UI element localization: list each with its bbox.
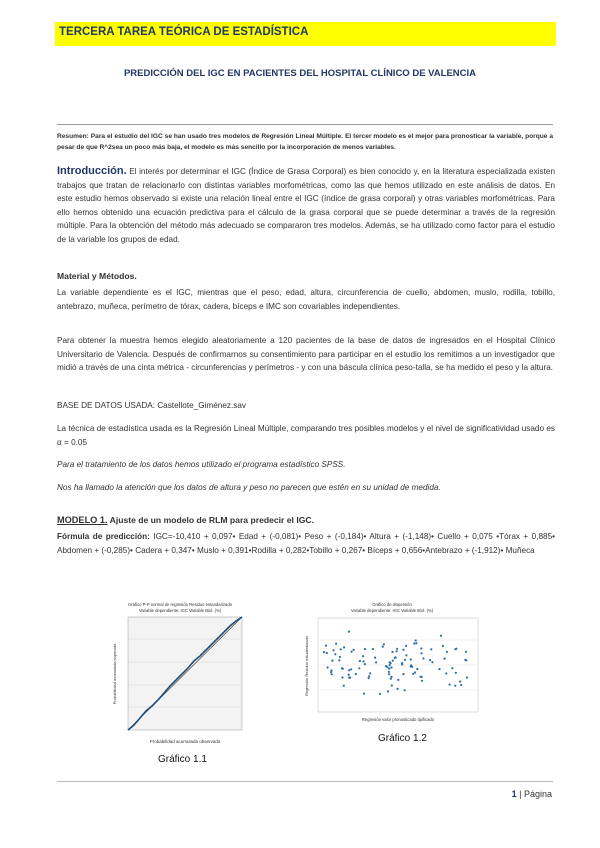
scatter-point: [405, 654, 407, 656]
formula-label: Fórmula de predicción:: [57, 532, 150, 541]
scatter-point: [465, 651, 467, 653]
chart1-title-2: Variable dependiente: IGC Variable Biol. (%): [138, 608, 222, 613]
scatter-point: [440, 635, 442, 637]
scatter-point: [466, 677, 468, 679]
scatter-point: [379, 693, 381, 695]
scatter-point: [404, 659, 406, 661]
scatter-point: [414, 671, 416, 673]
scatter-point: [455, 672, 457, 674]
methods-paragraph-6: Nos ha llamado la atención que los datos de altura y peso no parecen que estén en su unidad de medida.: [57, 483, 441, 492]
scatter-plot-chart: [302, 600, 482, 725]
scatter-point: [388, 671, 390, 673]
scatter-point: [390, 676, 392, 678]
scatter-point: [372, 648, 374, 650]
pp-plot-chart: [110, 600, 250, 750]
scatter-point: [364, 663, 366, 665]
scatter-point: [390, 666, 392, 668]
scatter-point: [422, 657, 424, 659]
methods-heading: Material y Métodos.: [57, 271, 137, 281]
scatter-point: [413, 642, 415, 644]
scatter-point: [355, 673, 357, 675]
database-line: BASE DE DATOS USADA: Castellote_Giménez.sav: [57, 401, 246, 410]
scatter-point: [430, 648, 432, 650]
methods-paragraph-4: La técnica de estadística usada es la Regresión Lineal Múltiple, comparando tres posibles modelos y el nivel de significatividad usado es α = 0.05: [57, 424, 555, 447]
scatter-point: [395, 656, 397, 658]
chart1-caption: Gráfico 1.1: [158, 754, 207, 765]
scatter-point: [391, 684, 393, 686]
scatter-point: [397, 679, 399, 681]
abstract: Resumen: Para el estudio del IGC se han usado tres modelos de Regresión Lineal Múltiple. El tercer modelo es el mejor para pronosticar la variable, porque a pesar de que R^2sea un poco más baja, el modelo es más sencillo por la incorporación de menos variables.: [57, 133, 553, 151]
scatter-point: [402, 673, 404, 675]
scatter-point: [331, 673, 333, 675]
scatter-point: [396, 650, 398, 652]
scatter-point: [348, 677, 350, 679]
document-title: PREDICCIÓN DEL IGC EN PACIENTES DEL HOSPITAL CLÍNICO DE VALENCIA: [123, 68, 477, 79]
page-number: 1: [511, 789, 517, 799]
scatter-point: [465, 659, 467, 661]
title-banner: [55, 22, 556, 46]
scatter-point: [438, 668, 440, 670]
scatter-point: [420, 652, 422, 654]
scatter-point: [442, 645, 444, 647]
scatter-point: [421, 680, 423, 682]
chart2-caption: Gráfico 1.2: [378, 733, 427, 744]
scatter-point: [388, 673, 390, 675]
chart2-xlabel: Regresión valor pronosticado tipificado: [361, 717, 435, 722]
scatter-point: [389, 661, 391, 663]
chart2-title-2: Variable dependiente: IGC Variable Biol. (%): [350, 608, 434, 613]
model1-formula: [57, 530, 555, 557]
scatter-point: [389, 664, 391, 666]
scatter-point: [375, 661, 377, 663]
divider: [57, 124, 553, 125]
scatter-point: [332, 649, 334, 651]
scatter-point: [459, 681, 461, 683]
scatter-point: [396, 648, 398, 650]
scatter-point: [348, 674, 350, 676]
scatter-point: [415, 642, 417, 644]
scatter-point: [411, 666, 413, 668]
scatter-point: [362, 655, 364, 657]
methods-paragraph-2: Para obtener la muestra hemos elegido aleatoriamente a 120 pacientes de la base de datos de ingresados en el Hospital Clínico Universitario de Valencia. Después de confirmarnos su consentimiento para participar en el estudio los remitimos a un investigador que midió a través de una cinta métrica - circunferencias y perímetros - y con una báscula clínica peso-talla, se ha medido el peso y la altura.: [57, 336, 555, 372]
scatter-point: [339, 656, 341, 658]
scatter-point: [460, 684, 462, 686]
chart1-xlabel: Probabilidad acumulada observada: [149, 739, 221, 744]
scatter-point: [326, 652, 328, 654]
chart1-ylabel: Probabilidad acumulada esperada: [112, 643, 117, 705]
scatter-point: [353, 649, 355, 651]
scatter-point: [392, 660, 394, 662]
scatter-point: [368, 677, 370, 679]
introduction: [57, 165, 555, 246]
scatter-point: [405, 645, 407, 647]
scatter-point: [364, 648, 366, 650]
scatter-point: [362, 660, 364, 662]
scatter-point: [412, 673, 414, 675]
scatter-point: [335, 643, 337, 645]
scatter-point: [390, 678, 392, 680]
scatter-point: [431, 661, 433, 663]
scatter-point: [369, 672, 371, 674]
intro-text: El interés por determinar el IGC (Índice de Grasa Corporal) es bien conocido y, en la literatura especializada existen trabajos que tratan de relacionarlo con distintas variables morfométricas, como las que hemos utilizado en este análisis de datos. En este estudio hemos observado si existe una relación lineal entre el IGC (índice de grasa corporal) y otras variables morfométricas. Para ello hemos obtenido una ecuación predictiva para el cálculo de la grasa corporal que se puede determinar a través de la regresión múltiple. Para la obtención del método más adecuado se compararon tres modelos. Además, se ha utilizado como factor para el estudio de la variable los grupos de edad.: [57, 167, 555, 244]
scatter-point: [382, 646, 384, 648]
scatter-point: [443, 658, 445, 660]
scatter-point: [445, 672, 447, 674]
scatter-point: [401, 662, 403, 664]
scatter-point: [383, 643, 385, 645]
scatter-point: [397, 688, 399, 690]
methods-paragraph-1: La variable dependiente es el IGC, mientras que el peso, edad, altura, circunferencia de cuello, abdomen, muslo, rodilla, tobillo, antebrazo, muñeca, perímetro de tórax, cadera, bíceps e IMC son covariables independientes.: [57, 288, 555, 311]
scatter-point: [331, 660, 333, 662]
scatter-point: [454, 685, 456, 687]
model1-title: Ajuste de un modelo de RLM para predecir el IGC.: [107, 515, 314, 525]
scatter-point: [387, 690, 389, 692]
scatter-point: [404, 689, 406, 691]
page-label: Página: [523, 789, 552, 799]
scatter-point: [363, 693, 365, 695]
scatter-point: [327, 666, 329, 668]
formula-text: IGC=-10,410 + 0,097• Edad + (-0,081)• Peso + (-0,184)• Altura + (-1,148)• Cuello + 0,075 •Tórax + 0,885• Abdomen + (-0,285)• Cadera + 0,347• Muslo + 0,391•Rodilla + 0,282•Tobillo + 0,267• Bíceps + 0,656•Antebrazo + (-1,912)• Muñeca: [57, 532, 555, 555]
page-footer: 1 | Página: [511, 789, 552, 799]
scatter-point: [323, 651, 325, 653]
chart1-title-1: Gráfico P-P normal de regresión Residuo estandarizado: [128, 602, 232, 607]
scatter-point: [416, 668, 418, 670]
scatter-point: [402, 649, 404, 651]
scatter-point: [343, 685, 345, 687]
intro-heading: Introducción.: [57, 165, 127, 177]
scatter-point: [420, 647, 422, 649]
scatter-point: [410, 658, 412, 660]
scatter-point: [330, 669, 332, 671]
scatter-point: [429, 659, 431, 661]
scatter-point: [415, 639, 417, 641]
scatter-point: [446, 651, 448, 653]
scatter-point: [342, 668, 344, 670]
scatter-point: [391, 651, 393, 653]
scatter-point: [454, 648, 456, 650]
chart2-title-1: Gráfico de dispersión: [372, 602, 412, 607]
scatter-point: [334, 653, 336, 655]
scatter-point: [350, 668, 352, 670]
scatter-point: [419, 676, 421, 678]
scatter-point: [343, 646, 345, 648]
model1-heading: [57, 515, 314, 525]
scatter-point: [451, 667, 453, 669]
methods-paragraph-5: Para el tratamiento de los datos hemos utilizado el programa estadístico SPSS.: [57, 460, 346, 469]
footer-divider: [57, 781, 553, 782]
scatter-point: [338, 659, 340, 661]
scatter-point: [359, 660, 361, 662]
scatter-point: [368, 675, 370, 677]
scatter-point: [358, 667, 360, 669]
scatter-point: [374, 657, 376, 659]
scatter-point: [340, 648, 342, 650]
banner-text: TERCERA TAREA TEÓRICA DE ESTADÍSTICA: [59, 26, 309, 38]
model1-label: MODELO 1.: [57, 515, 108, 525]
scatter-point: [351, 651, 353, 653]
scatter-point: [449, 684, 451, 686]
scatter-point: [348, 669, 350, 671]
scatter-point: [386, 666, 388, 668]
scatter-point: [341, 676, 343, 678]
scatter-point: [325, 645, 327, 647]
scatter-point: [348, 631, 350, 633]
chart2-ylabel: Regresión Residuo estudentizado: [304, 635, 309, 697]
